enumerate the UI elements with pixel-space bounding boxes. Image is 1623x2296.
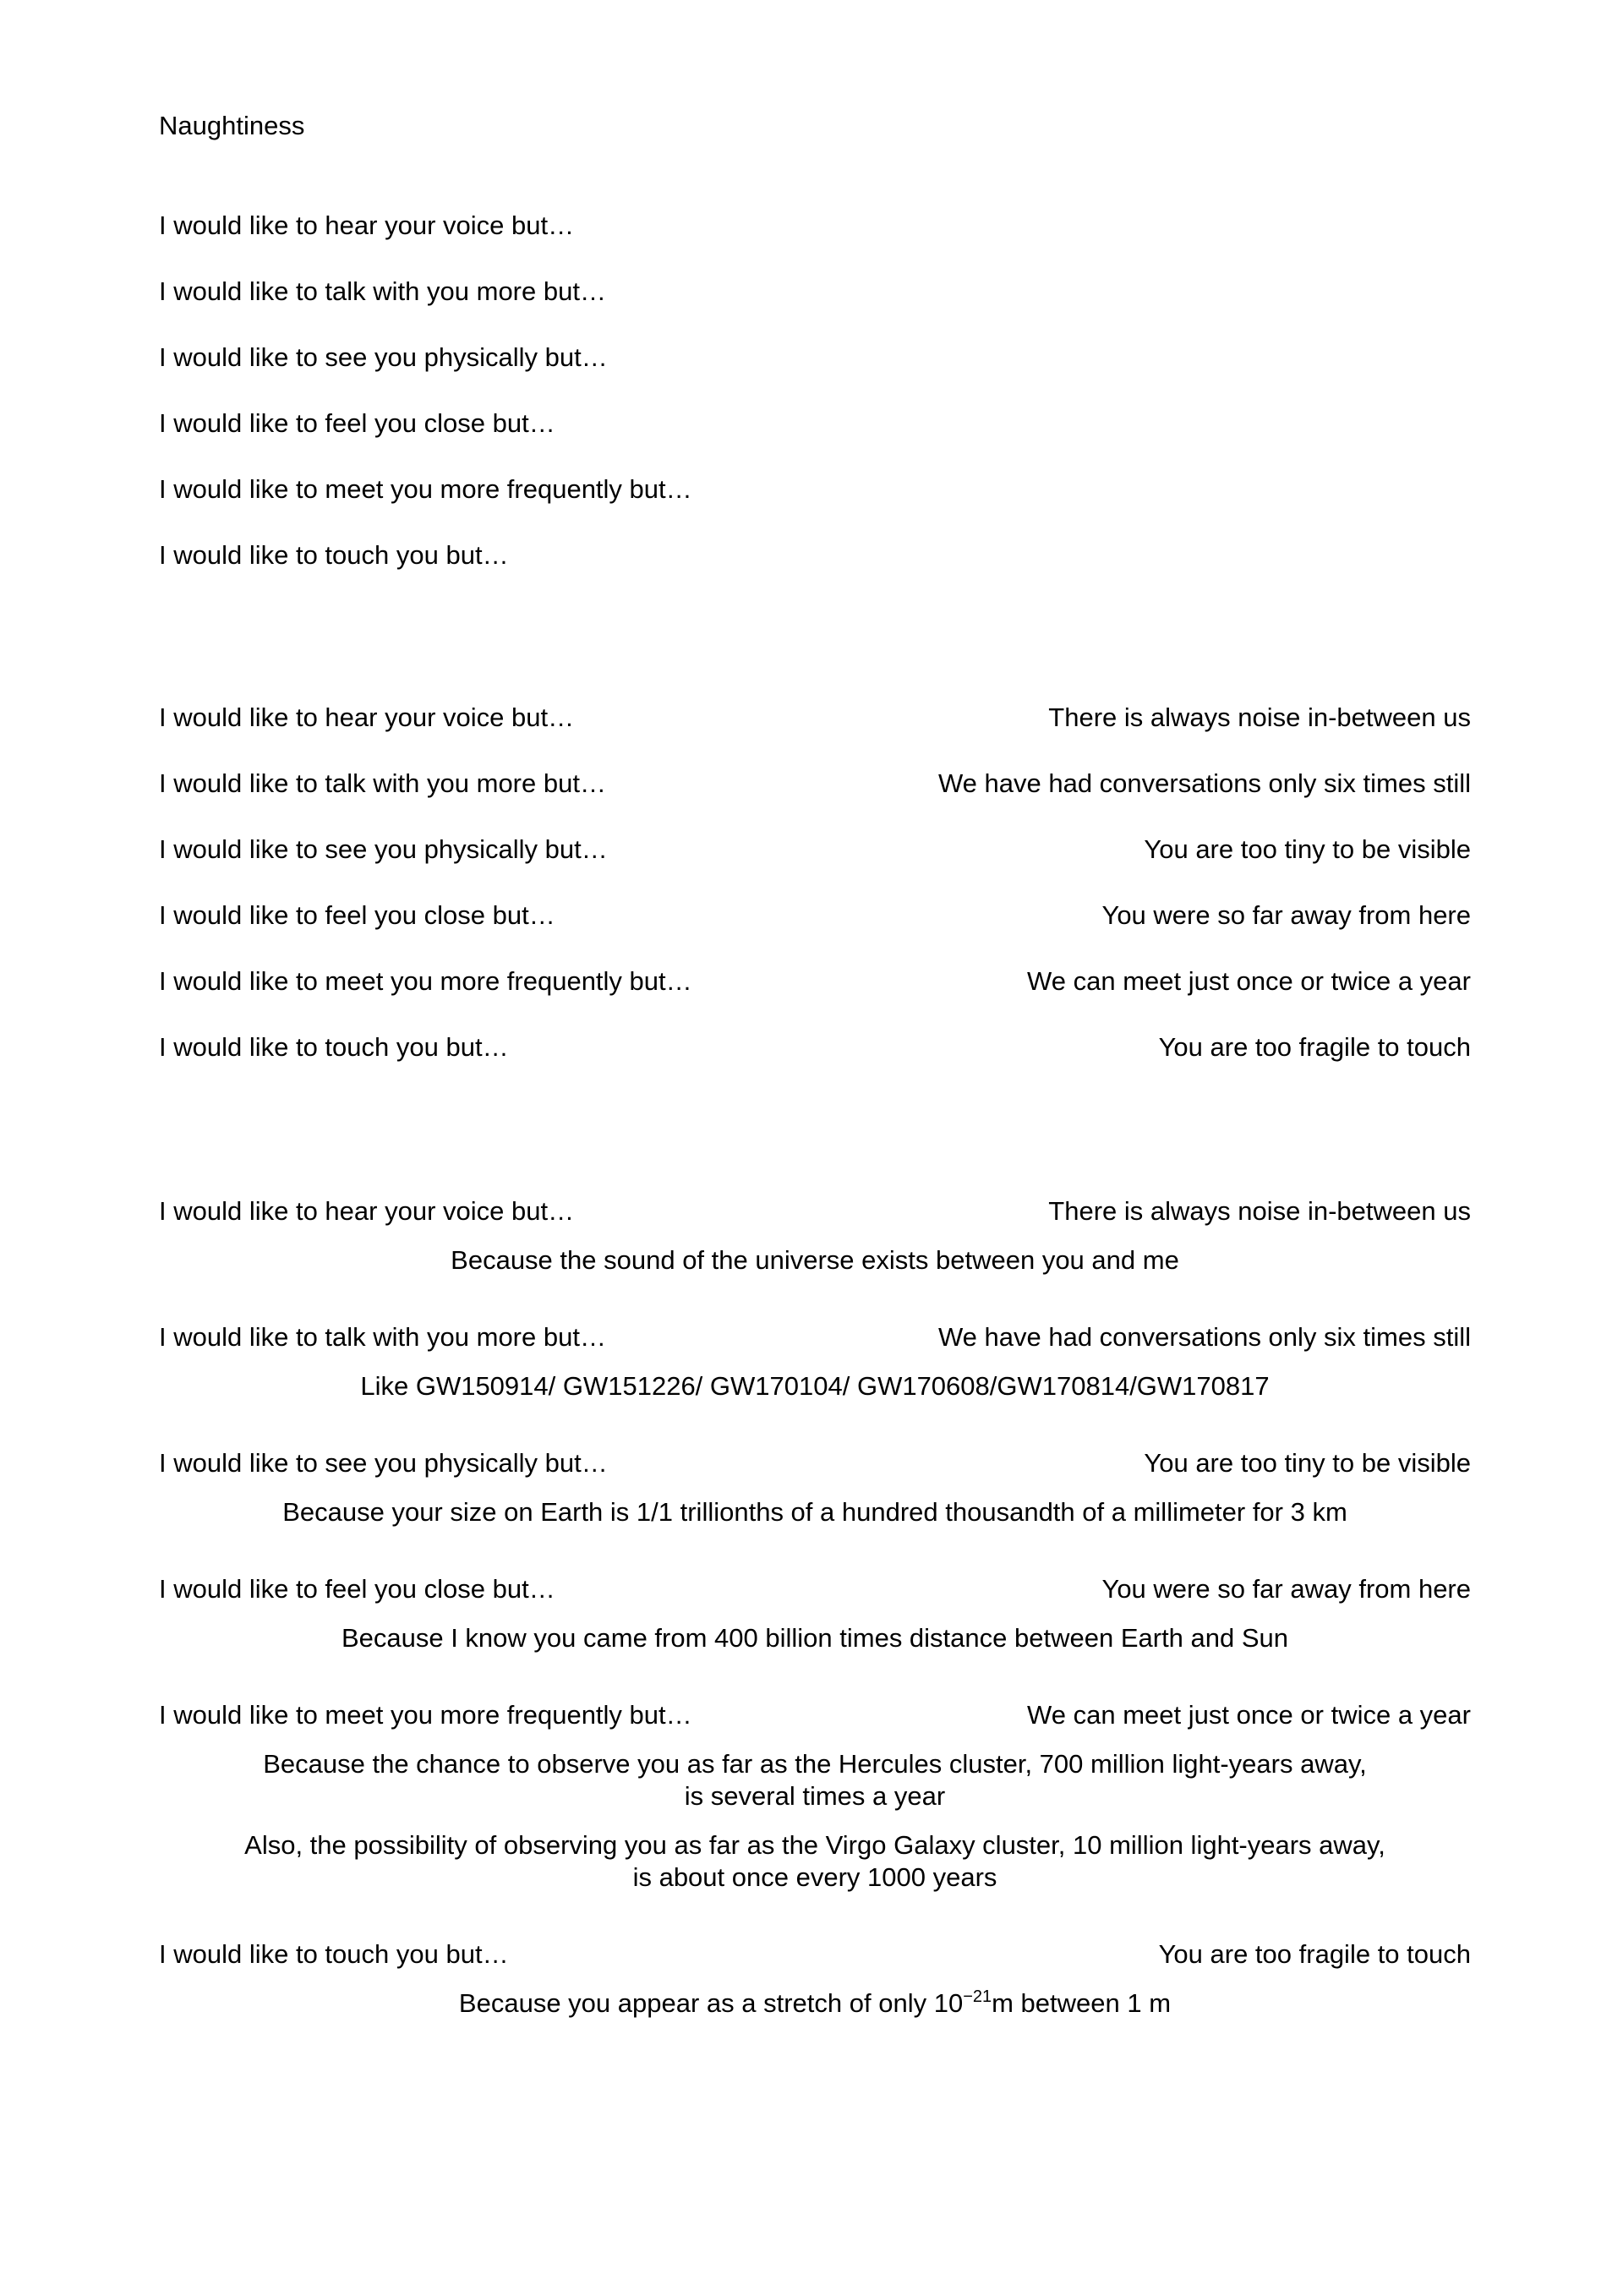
reason-after: m between 1 m	[992, 1988, 1172, 2018]
group-voice	[159, 1195, 1471, 1276]
wish-text: I would like to talk with you more but…	[159, 768, 606, 798]
pair-row-touch	[159, 1031, 1471, 1063]
reason-line: is several times a year	[684, 1781, 946, 1811]
wish-line-see: I would like to see you physically but…	[159, 342, 608, 372]
wishes-answers-section	[159, 702, 1471, 1097]
wish-text: I would like to talk with you more but…	[159, 1322, 606, 1352]
pair-row	[159, 1938, 1471, 1971]
pair-row-talk	[159, 768, 1471, 800]
document-title: Naughtiness	[159, 111, 305, 140]
group-meet	[159, 1699, 1471, 1894]
reason-text: Because the sound of the universe exists between you and me	[451, 1245, 1179, 1275]
answer-text: You are too fragile to touch	[1158, 1939, 1471, 1969]
reason-text: Like GW150914/ GW151226/ GW170104/ GW170608/GW170814/GW170817	[360, 1371, 1270, 1401]
answer-text: You are too fragile to touch	[1158, 1032, 1471, 1062]
answer-text: We can meet just once or twice a year	[1027, 966, 1471, 996]
reason-line: Because the chance to observe you as far as the Hercules cluster, 700 million light-years away,	[263, 1749, 1367, 1779]
wish-line-talk: I would like to talk with you more but…	[159, 276, 606, 306]
wish-text: I would like to meet you more frequently but…	[159, 966, 692, 996]
pair-row	[159, 1321, 1471, 1353]
pair-row	[159, 1699, 1471, 1731]
group-talk	[159, 1321, 1471, 1402]
reason-before: Because you appear as a stretch of only 10	[458, 1988, 964, 2018]
group-touch	[159, 1938, 1471, 2020]
pair-row	[159, 1447, 1471, 1479]
reason-exponent: −21	[963, 1987, 992, 2006]
pair-row-meet	[159, 965, 1471, 998]
reason-line: is about once every 1000 years	[632, 1862, 997, 1892]
group-feel	[159, 1573, 1471, 1654]
wish-text: I would like to meet you more frequently but…	[159, 1700, 692, 1730]
answer-text: You were so far away from here	[1101, 900, 1471, 930]
wish-text: I would like to see you physically but…	[159, 834, 608, 864]
wish-text: I would like to feel you close but…	[159, 900, 555, 930]
reason-text: Because your size on Earth is 1/1 trillionths of a hundred thousandth of a millimeter for 3 km	[282, 1497, 1347, 1527]
wishes-section	[159, 210, 692, 605]
answer-text: There is always noise in-between us	[1048, 702, 1471, 732]
wish-line-meet: I would like to meet you more frequently but…	[159, 474, 692, 504]
answer-text: You are too tiny to be visible	[1144, 834, 1471, 864]
reason-text: Because I know you came from 400 billion times distance between Earth and Sun	[341, 1623, 1289, 1653]
wish-text: I would like to hear your voice but…	[159, 702, 575, 732]
wish-line-voice: I would like to hear your voice but…	[159, 210, 575, 240]
answer-text: There is always noise in-between us	[1048, 1196, 1471, 1226]
wish-text: I would like to hear your voice but…	[159, 1196, 575, 1226]
pair-row-feel	[159, 899, 1471, 932]
answer-text: We have had conversations only six times still	[937, 1322, 1471, 1352]
wish-line-feel: I would like to feel you close but…	[159, 408, 555, 438]
answer-text: We can meet just once or twice a year	[1027, 1700, 1471, 1730]
wish-text: I would like to touch you but…	[159, 1939, 509, 1969]
wish-text: I would like to touch you but…	[159, 1032, 509, 1062]
pair-row-see	[159, 834, 1471, 866]
pair-row	[159, 1573, 1471, 1605]
pair-row	[159, 1195, 1471, 1227]
answer-text: You were so far away from here	[1101, 1574, 1471, 1604]
wish-text: I would like to feel you close but…	[159, 1574, 555, 1604]
answer-text: You are too tiny to be visible	[1144, 1448, 1471, 1478]
group-see	[159, 1447, 1471, 1528]
answer-text: We have had conversations only six times still	[937, 768, 1471, 798]
pair-row-voice	[159, 702, 1471, 734]
wish-line-touch: I would like to touch you but…	[159, 540, 509, 570]
wish-text: I would like to see you physically but…	[159, 1448, 608, 1478]
reason-text-hercules	[159, 1748, 1471, 1812]
reason-text	[159, 1987, 1471, 2020]
reason-line: Also, the possibility of observing you as far as the Virgo Galaxy cluster, 10 million light-years away,	[244, 1830, 1385, 1860]
wishes-answers-reasons-section	[159, 1195, 1471, 2064]
reason-text-virgo	[159, 1829, 1471, 1894]
